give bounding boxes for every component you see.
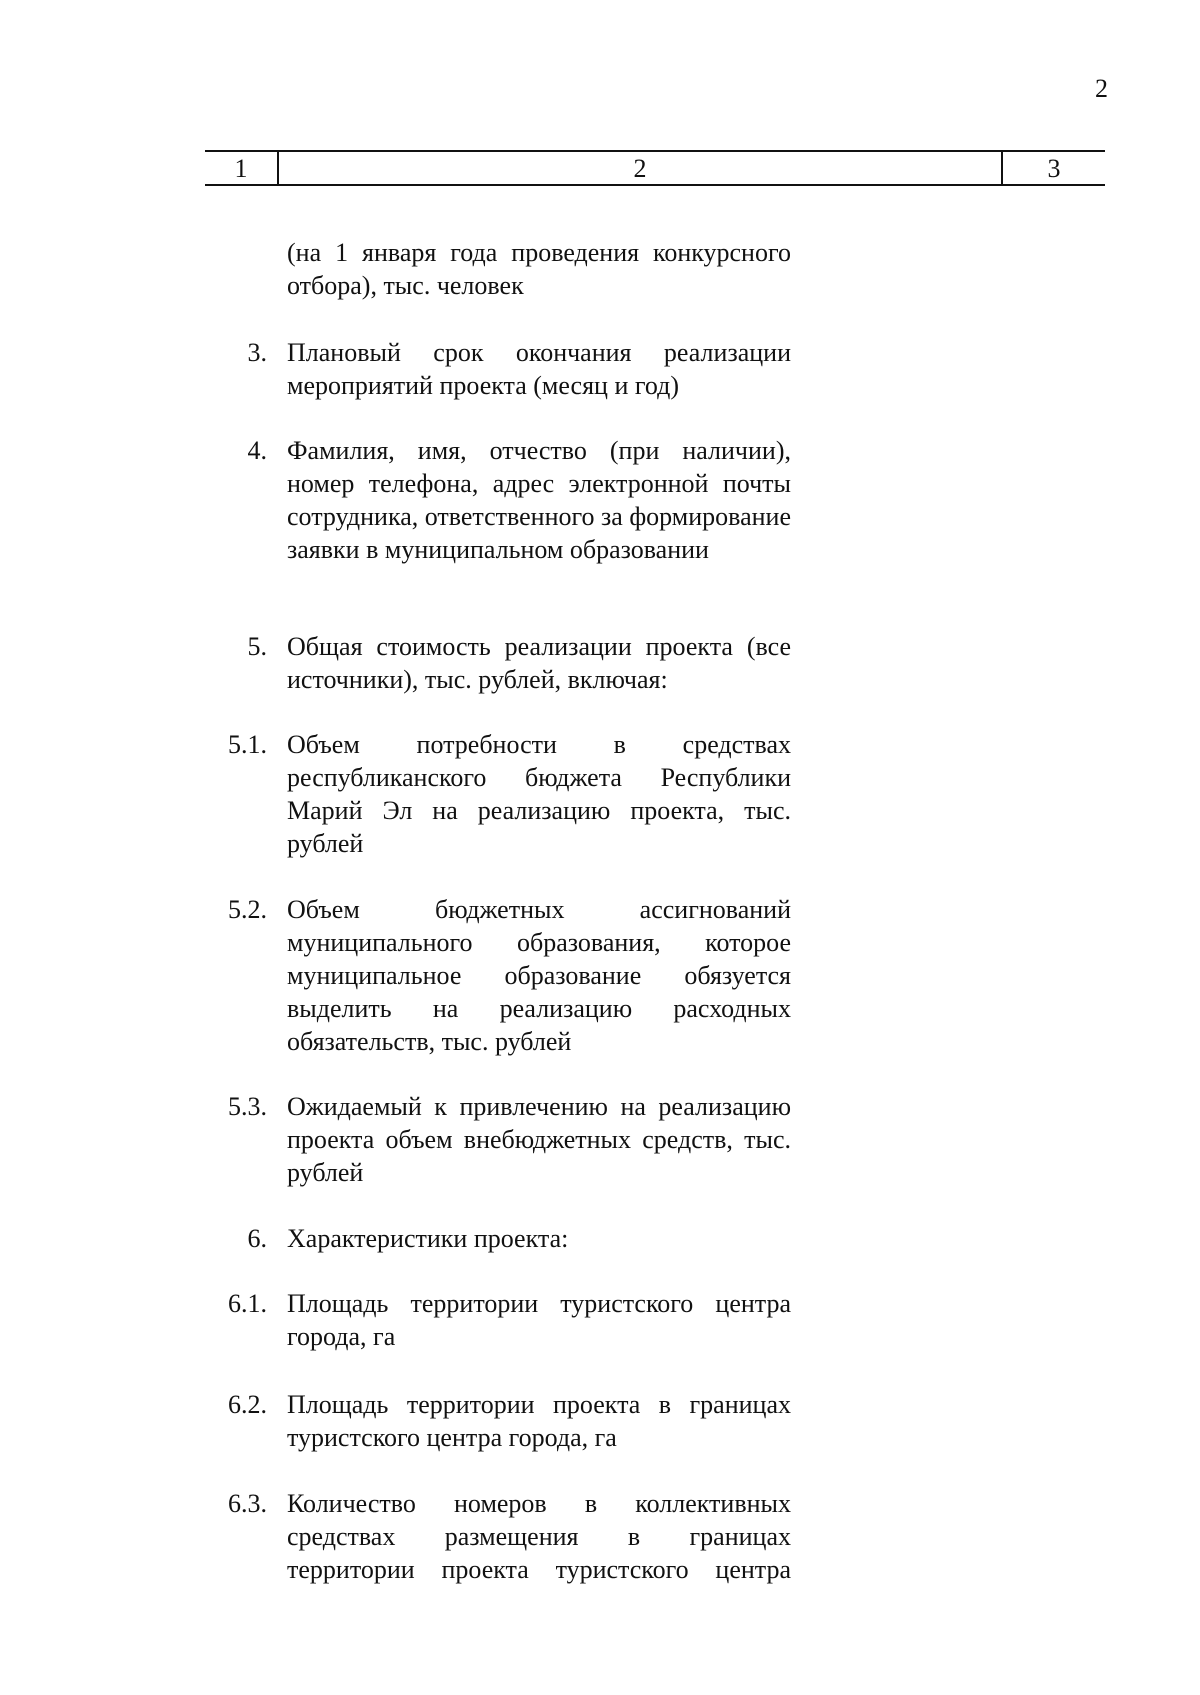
row-number: 6.3.	[228, 1489, 267, 1518]
row-text: Характеристики проекта:	[287, 1224, 569, 1253]
row-text: Количество номеров в коллективных средствах размещения в границах территории проекта туристского центра	[287, 1489, 791, 1584]
row-number: 4.	[247, 436, 267, 465]
row-text: Объем бюджетных ассигнований муниципального образования, которое муниципальное образование обязуется выделить на реализацию расходных обязательств, тыс. рублей	[287, 895, 791, 1056]
table-header-col-2: 2	[279, 152, 1003, 186]
row-text: Объем потребности в средствах республиканского бюджета Республики Марий Эл на реализацию проекта, тыс. рублей	[287, 730, 791, 858]
row-number: 5.2.	[228, 895, 267, 924]
table-header	[205, 150, 1105, 186]
row-text: Плановый срок окончания реализации мероприятий проекта (месяц и год)	[287, 338, 791, 400]
row-text: Площадь территории туристского центра города, га	[287, 1289, 791, 1351]
row-number: 6.1.	[228, 1289, 267, 1318]
row-text: Ожидаемый к привлечению на реализацию проекта объем внебюджетных средств, тыс. рублей	[287, 1092, 791, 1187]
row-number: 3.	[247, 338, 267, 367]
row-text: Общая стоимость реализации проекта (все источники), тыс. рублей, включая:	[287, 632, 791, 694]
row-text: (на 1 января года проведения конкурсного отбора), тыс. человек	[287, 238, 791, 300]
row-number: 6.2.	[228, 1390, 267, 1419]
row-text: Фамилия, имя, отчество (при наличии), номер телефона, адрес электронной почты сотрудника, ответственного за формирование заявки в муниципальном образовании	[287, 436, 791, 564]
page-number: 2	[1095, 74, 1108, 103]
table-header-col-3: 3	[1047, 154, 1061, 183]
row-number: 5.1.	[228, 730, 267, 759]
table-header-col-1: 1	[205, 152, 279, 186]
row-number: 5.	[247, 632, 267, 661]
row-number: 5.3.	[228, 1092, 267, 1121]
row-number: 6.	[247, 1224, 267, 1253]
row-text: Площадь территории проекта в границах туристского центра города, га	[287, 1390, 791, 1452]
